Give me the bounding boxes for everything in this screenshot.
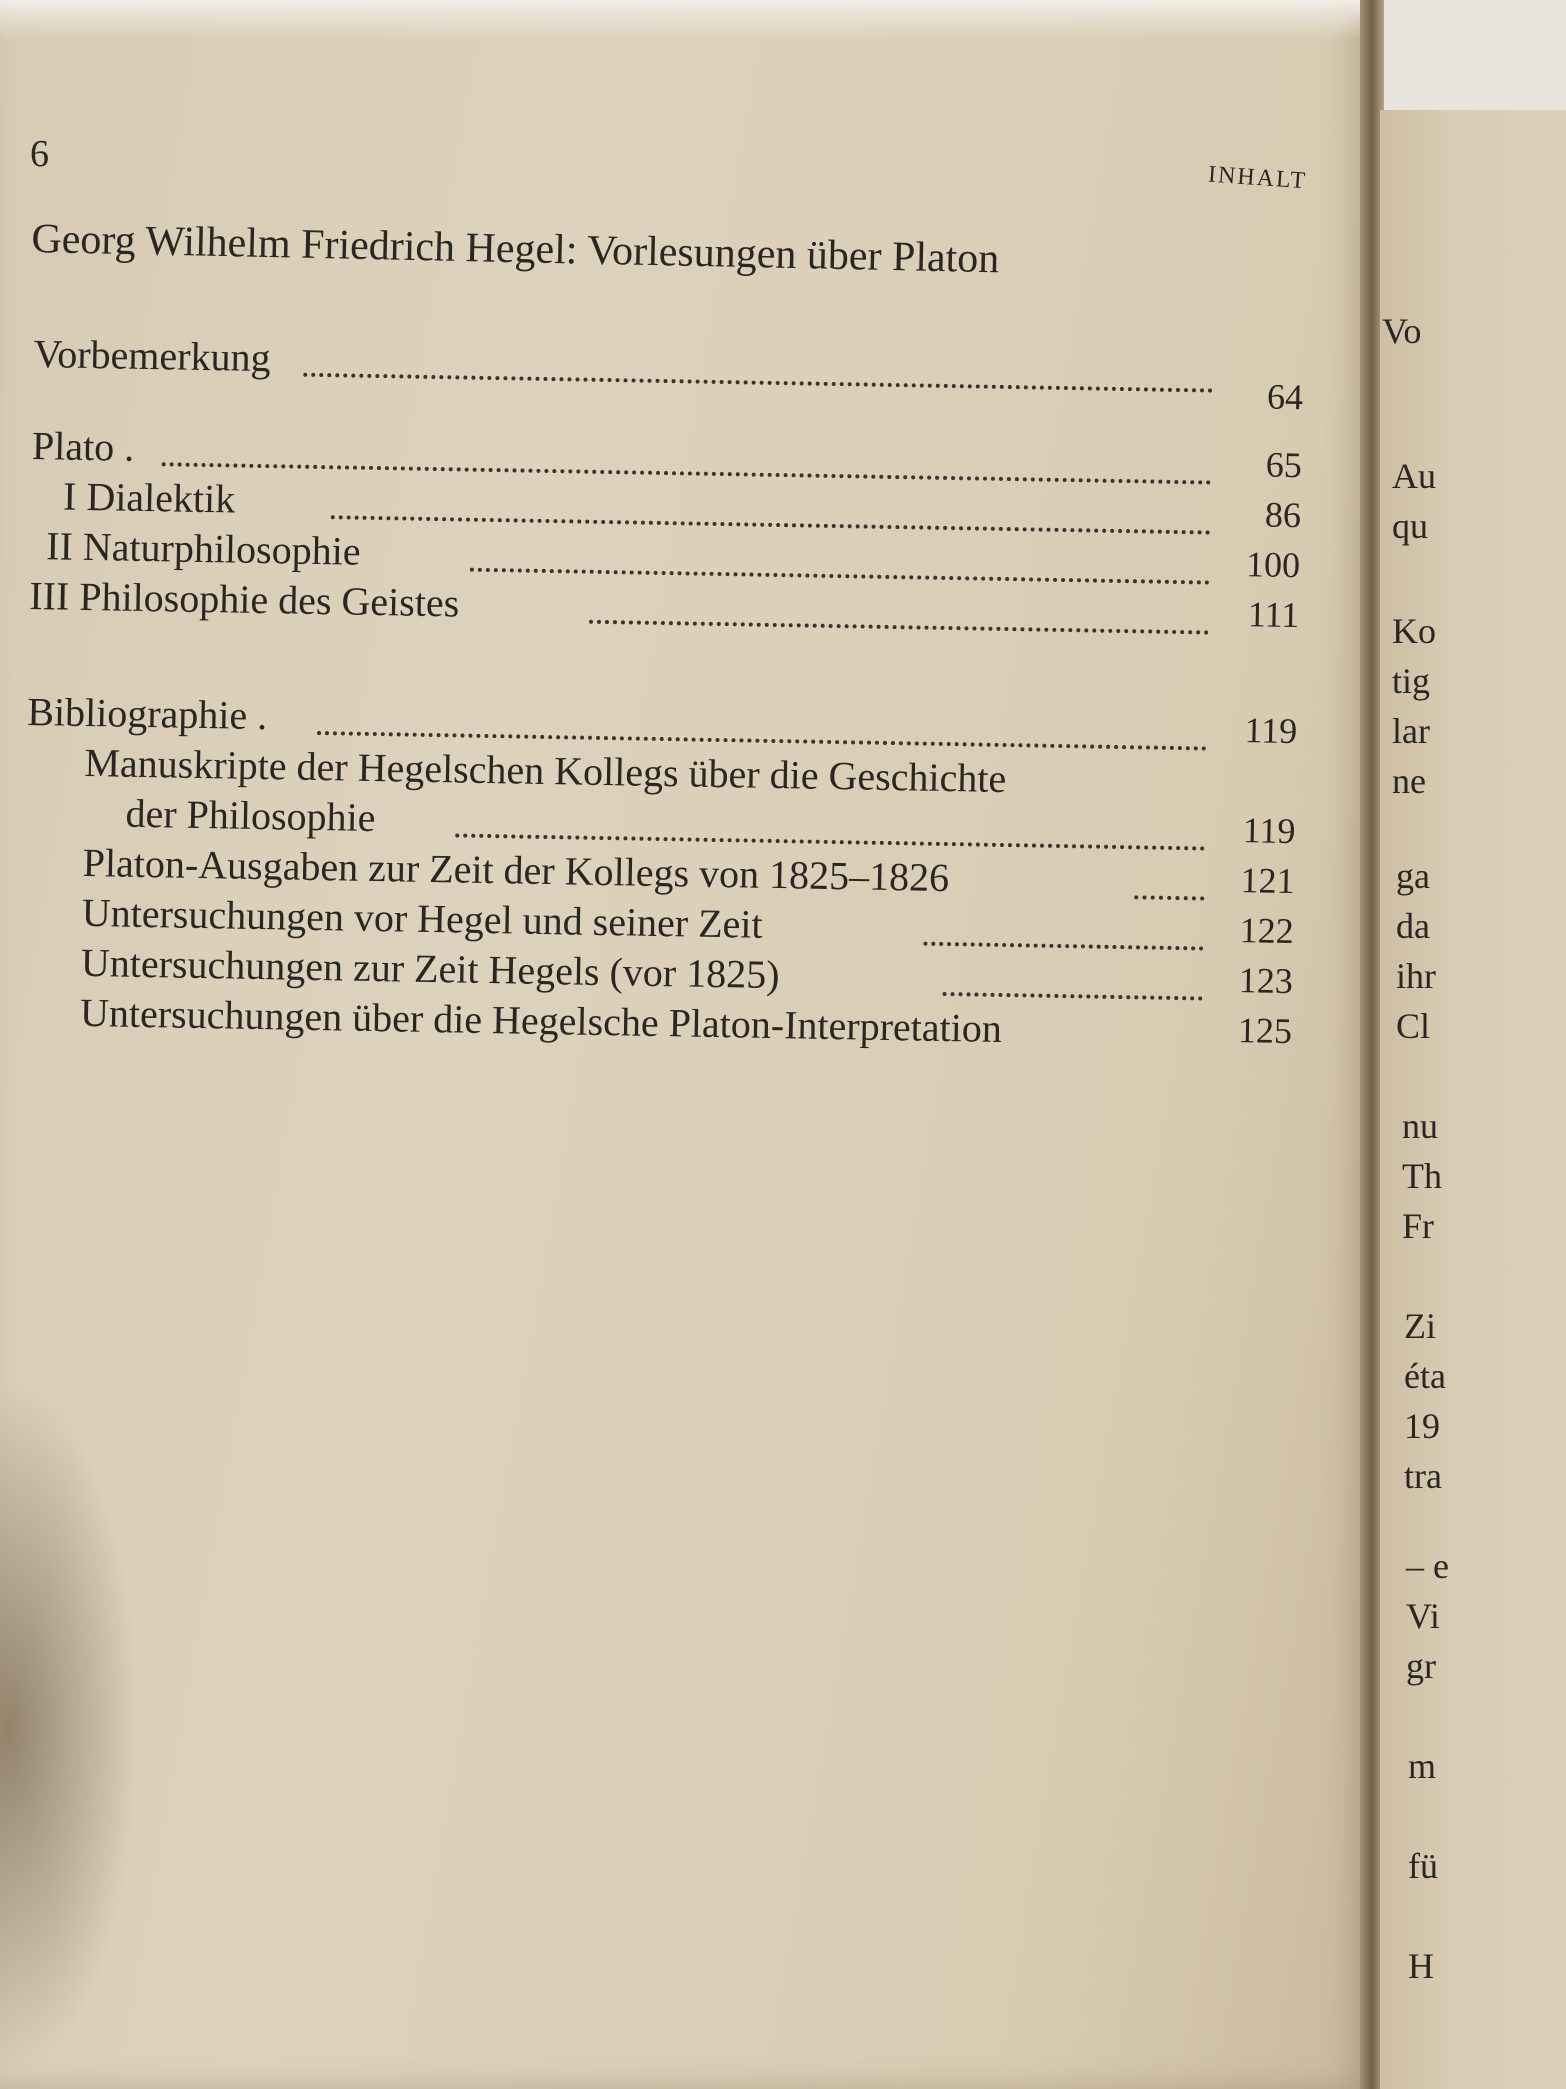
dot-leader (943, 962, 1204, 1001)
right-page-fragment: Au (1392, 456, 1436, 496)
right-page-fragment: ne (1392, 761, 1426, 801)
dot-leader (317, 701, 1207, 751)
toc-label: Manuskripte der Hegelschen Kollegs über die Geschichte (84, 739, 1007, 802)
toc-page: 64 (1266, 376, 1304, 418)
toc-page: 119 (1244, 710, 1298, 752)
right-page-fragment: m (1408, 1746, 1437, 1786)
dot-leader (589, 590, 1209, 635)
right-page (1380, 110, 1566, 2089)
right-page-fragment: – e (1406, 1546, 1449, 1586)
dot-leader (331, 485, 1211, 534)
toc-label: II Naturphilosophie (45, 523, 361, 574)
toc-label: I Dialektik (62, 473, 236, 522)
right-page-fragment: éta (1404, 1356, 1446, 1396)
dot-leader (1134, 865, 1205, 900)
toc-page: 65 (1265, 444, 1303, 486)
right-page-fragment: fü (1408, 1846, 1438, 1886)
right-page-fragment: nu (1402, 1106, 1438, 1146)
right-page-fragment: ihr (1396, 956, 1436, 996)
right-page-fragment: gr (1406, 1646, 1436, 1686)
right-page-fragment: ga (1396, 856, 1430, 896)
toc-label: Bibliographie . (26, 688, 268, 739)
right-page-fragment: tig (1392, 661, 1431, 701)
toc-label: der Philosophie (125, 790, 376, 841)
finger-shadow (0, 1380, 140, 2080)
right-page-fragment: lar (1392, 711, 1430, 751)
toc-page: 121 (1240, 860, 1295, 902)
dot-leader (923, 912, 1204, 951)
page-title: Georg Wilhelm Friedrich Hegel: Vorlesungen über Platon (31, 215, 1000, 283)
right-page-fragment: H (1408, 1946, 1434, 1986)
right-page-fragment: da (1396, 906, 1430, 946)
toc-page: 111 (1247, 594, 1300, 636)
running-head: INHALT (1207, 161, 1308, 195)
toc-page: 125 (1237, 1010, 1293, 1052)
toc-page: 86 (1264, 494, 1302, 536)
right-page-fragment: Th (1402, 1156, 1442, 1196)
dot-leader (455, 803, 1205, 850)
right-page-fragment: tra (1404, 1456, 1442, 1496)
right-page-fragment: 19 (1404, 1406, 1440, 1446)
right-page-fragment: Fr (1402, 1206, 1435, 1246)
toc-label: Untersuchungen über die Hegelsche Platon-Interpretation (79, 989, 1003, 1051)
right-page-fragment: Ko (1392, 611, 1436, 651)
toc-label: Platon-Ausgaben zur Zeit der Kollegs von 1825–1826 (82, 839, 950, 901)
toc-entry-vorbemerkung (33, 330, 1304, 418)
toc-label: Untersuchungen zur Zeit Hegels (vor 1825) (80, 939, 780, 998)
toc-page: 122 (1239, 910, 1295, 952)
right-page-fragment: Cl (1396, 1006, 1431, 1046)
right-page-fragment: Vi (1406, 1596, 1440, 1636)
toc-label: Plato . (31, 422, 135, 470)
dot-leader (470, 538, 1210, 585)
toc-page: 119 (1242, 810, 1296, 852)
dot-leader (303, 343, 1213, 393)
right-page-fragment: Vo (1382, 311, 1422, 351)
toc-page: 123 (1238, 960, 1294, 1002)
table-of-contents (26, 330, 1304, 1052)
toc-page: 100 (1245, 544, 1301, 586)
right-page-fragment: qu (1392, 506, 1428, 546)
toc-label: Untersuchungen vor Hegel und seiner Zeit (81, 889, 764, 947)
toc-label: Vorbemerkung (33, 330, 271, 381)
toc-label: III Philosophie des Geistes (28, 572, 460, 626)
right-page-fragment: Zi (1404, 1306, 1436, 1346)
page-number: 6 (30, 133, 49, 175)
